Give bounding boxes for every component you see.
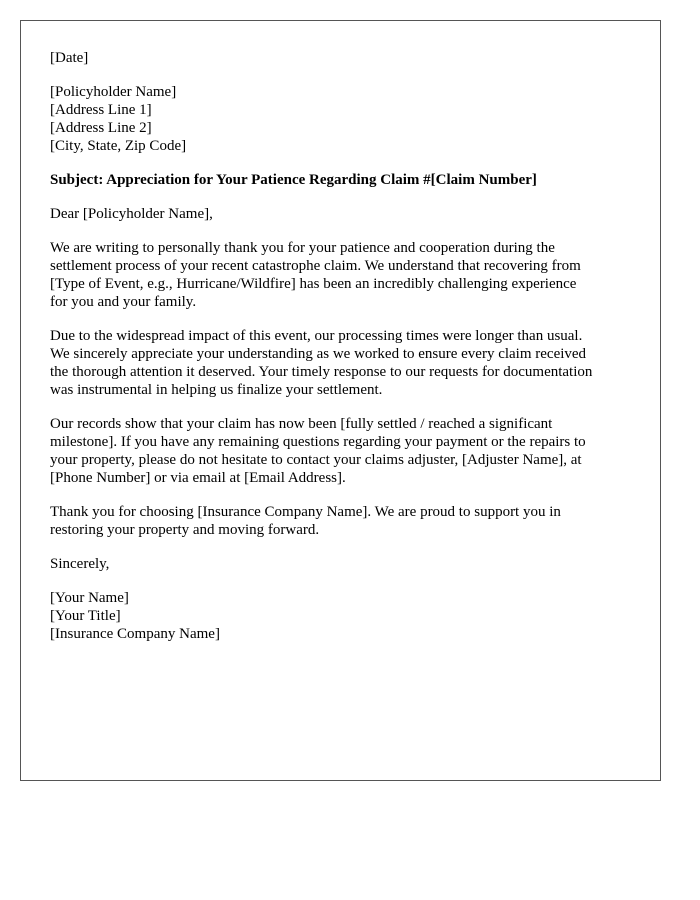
letter-body [50,49,650,659]
address-line-2: [Address Line 2] [50,120,152,136]
text-line: was instrumental in helping us finalize your settlement. [50,382,383,398]
body-paragraph-2 [50,327,650,399]
text-line: Thank you for choosing [Insurance Company Name]. We are proud to support you in [50,504,561,520]
recipient-name: [Policyholder Name] [50,84,177,100]
address-line-1: [Address Line 1] [50,102,152,118]
text-line: [Phone Number] or via email at [Email Address]. [50,470,346,486]
closing [50,555,650,573]
text-line: the thorough attention it deserved. Your timely response to our requests for documentation [50,364,593,380]
text-line: for you and your family. [50,294,197,310]
closing-text: Sincerely, [50,556,110,572]
recipient-address [50,83,650,155]
salutation-text: Dear [Policyholder Name], [50,206,213,222]
city-state-zip: [City, State, Zip Code] [50,138,187,154]
subject-line [50,171,650,189]
subject: Subject: Appreciation for Your Patience Regarding Claim #[Claim Number] [50,172,537,188]
body-paragraph-3 [50,415,650,487]
date-line [50,49,650,67]
text-line: Due to the widespread impact of this event, our processing times were longer than usual. [50,328,583,344]
sender-title: [Your Title] [50,608,121,624]
text-line: We are writing to personally thank you for your patience and cooperation during the [50,240,555,256]
text-line: Our records show that your claim has now been [fully settled / reached a significant [50,416,553,432]
body-paragraph-1 [50,239,650,311]
text-line: your property, please do not hesitate to contact your claims adjuster, [Adjuster Name], at [50,452,582,468]
sender-name: [Your Name] [50,590,129,606]
body-paragraph-4 [50,503,650,539]
salutation [50,205,650,223]
text-line: settlement process of your recent catastrophe claim. We understand that recovering from [50,258,581,274]
text-line: restoring your property and moving forward. [50,522,320,538]
sender-company: [Insurance Company Name] [50,626,220,642]
signature-block [50,589,650,643]
date: [Date] [50,50,89,66]
text-line: milestone]. If you have any remaining questions regarding your payment or the repairs to [50,434,586,450]
letter-page [20,20,661,781]
text-line: [Type of Event, e.g., Hurricane/Wildfire] has been an incredibly challenging experience [50,276,577,292]
text-line: We sincerely appreciate your understanding as we worked to ensure every claim received [50,346,587,362]
